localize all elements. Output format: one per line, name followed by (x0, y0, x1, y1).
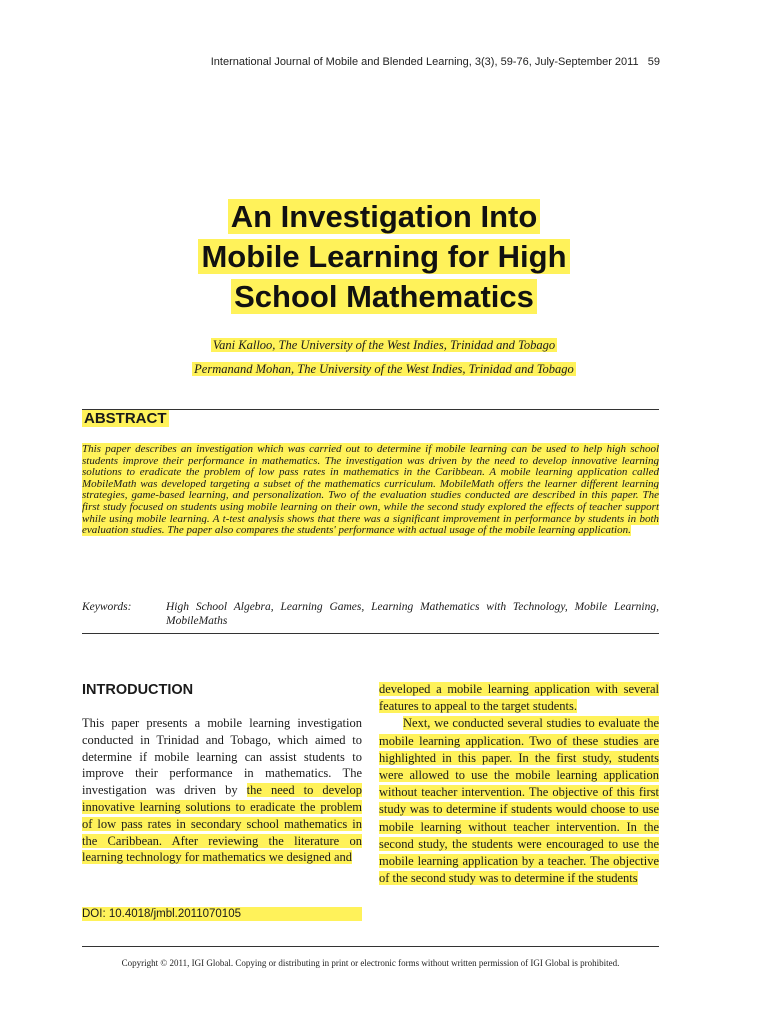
paragraph (379, 681, 659, 715)
page-number: 59 (647, 56, 660, 68)
author-affiliation-1: Vani Kalloo, The University of the West Indies, Trinidad and Tobago (212, 338, 556, 352)
author-line (0, 338, 768, 353)
divider (82, 633, 659, 634)
paper-title (0, 197, 768, 317)
keywords-text: High School Algebra, Learning Games, Learning Mathematics with Technology, Mobile Learning, MobileMaths (166, 601, 659, 627)
title-line-2: Mobile Learning for High (198, 239, 569, 274)
copyright-notice: Copyright © 2011, IGI Global. Copying or distributing in print or electronic forms without written permission of IGI Global is prohibited. (121, 958, 620, 968)
abstract-heading-text: ABSTRACT (84, 410, 167, 427)
intro-text-highlighted: the need to develop innovative learning solutions to eradicate the problem of low pass rates in secondary school mathematics in the Caribbean. After reviewing the literature on learning technology for mathematics we designed and (82, 783, 362, 865)
intro-text-plain: This paper presents a mobile learning investigation conducted in Trinidad and Tobago, which aimed to determine if mobile learning can assist students to improve their performance in mathematics. The investigation was driven by (82, 716, 362, 798)
intro-right-paragraph-2: Next, we conducted several studies to evaluate the mobile learning application. Two of these studies are highlighted in this paper. In the first study, students were allowed to use the mobile learning application without teacher intervention. The objective of this first study was to determine if students would choose to use mobile learning without teacher intervention. In the second study, the students were encouraged to use the mobile learning application by a teacher. The objective of the second study was to determine if the students (379, 716, 659, 886)
divider (82, 946, 659, 947)
keywords-label: Keywords: (82, 601, 132, 613)
introduction-heading: INTRODUCTION (82, 682, 194, 698)
introduction-left-column (82, 715, 362, 866)
divider (82, 409, 659, 410)
introduction-right-column (379, 681, 659, 887)
abstract-heading (82, 410, 169, 427)
paragraph (379, 715, 659, 887)
author-line (0, 362, 768, 377)
running-header (150, 56, 660, 68)
abstract-text: This paper describes an investigation which was carried out to determine if mobile learning can be used to help high school students improve their performance in mathematics. The investigation was driven by the need to develop innovative learning solutions to eradicate the problem of low pass rates in mathematics in the Caribbean. A mobile learning application called MobileMath was developed targeting a subset of the mathematics curriculum. MobileMath offers the learner different learning strategies, game-based learning, and personalization. Two of the evaluation studies conducted are described in this paper. The first study focused on students using mobile learning on their own, while the second study explored the effects of teacher support while using mobile learning. A t-test analysis shows that there was a significant improvement in performance by students in both evaluation studies. The paper also compares the students' performance with actual usage of the mobile learning application. (82, 443, 659, 537)
title-line-3: School Mathematics (231, 279, 537, 314)
author-affiliation-2: Permanand Mohan, The University of the West Indies, Trinidad and Tobago (194, 362, 574, 376)
abstract-body (82, 444, 659, 537)
title-line-1: An Investigation Into (228, 199, 541, 234)
journal-citation: International Journal of Mobile and Blended Learning, 3(3), 59-76, July-September 2011 (210, 56, 639, 68)
doi: DOI: 10.4018/jmbl.2011070105 (82, 907, 362, 921)
intro-right-paragraph-1: developed a mobile learning application with several features to appeal to the target students. (379, 682, 659, 714)
